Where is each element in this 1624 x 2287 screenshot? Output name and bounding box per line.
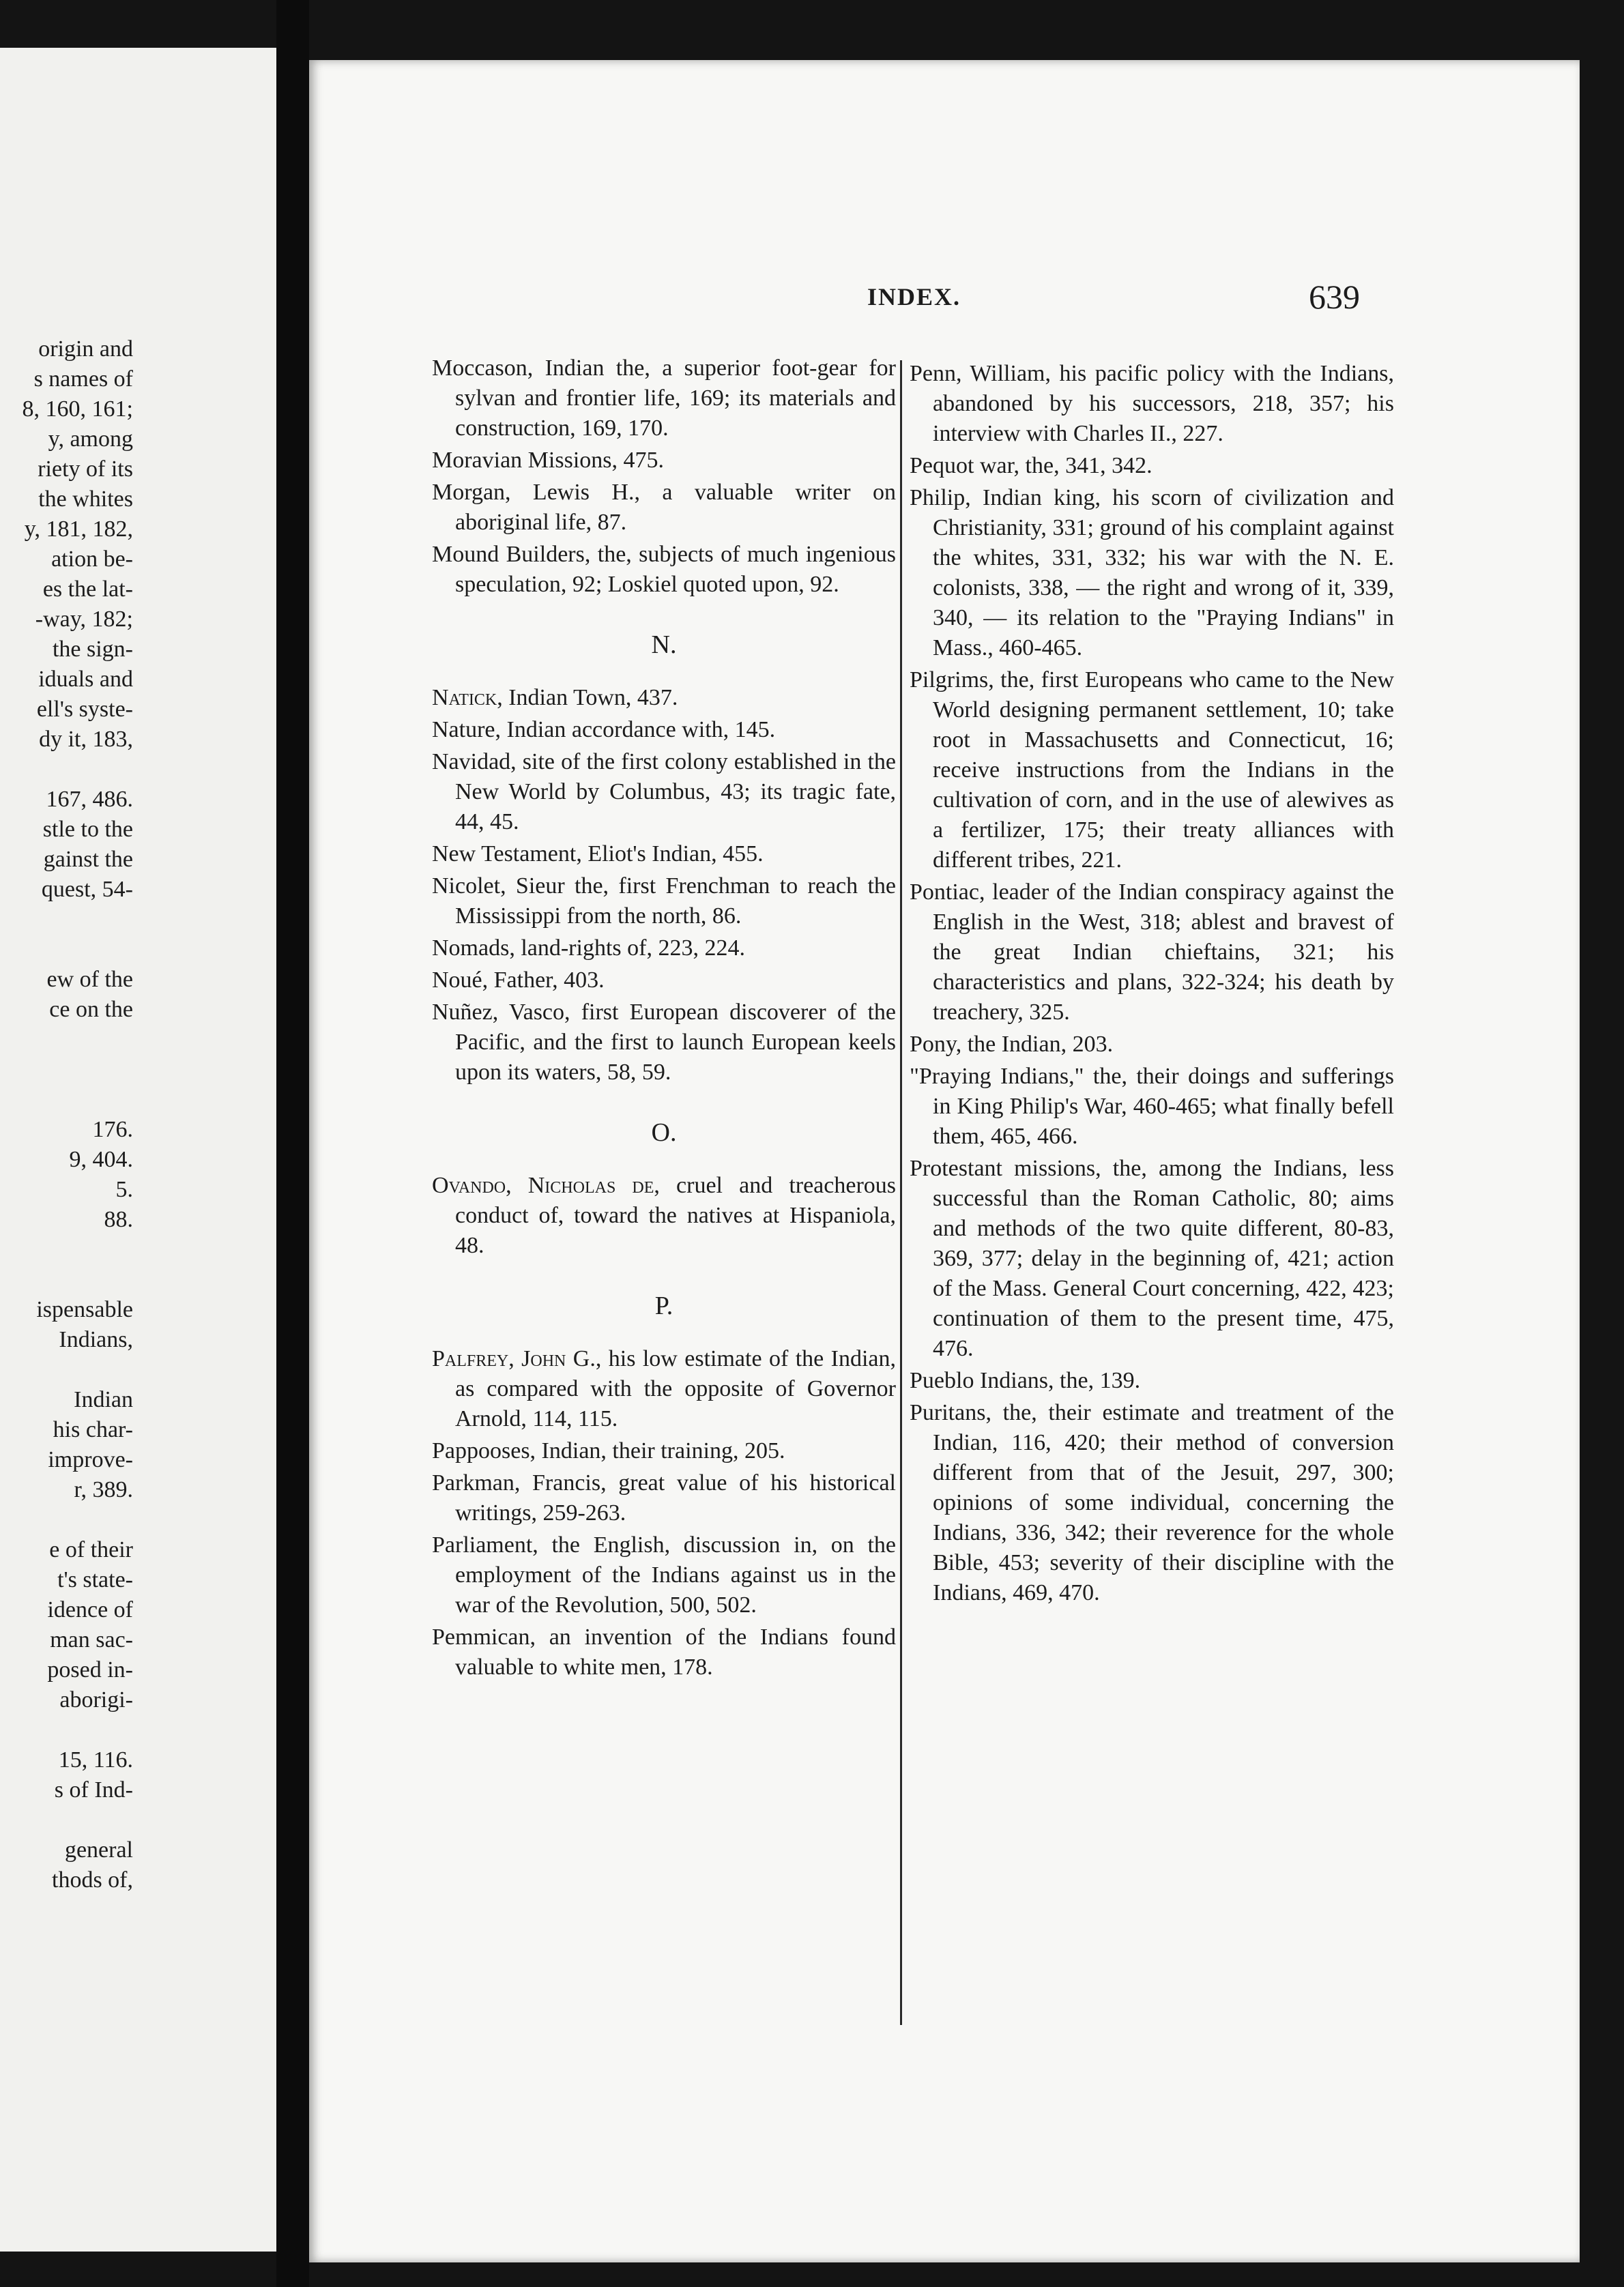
- column-rule: [900, 360, 902, 2025]
- facing-page-line: 9, 404.: [69, 1147, 133, 1172]
- index-entry: Navidad, site of the first colony established in the New World by Columbus, 43; its tragic fate, 44, 45.: [432, 749, 896, 834]
- entry-heading: Palfrey, John G.: [432, 1346, 596, 1371]
- facing-page-line: e of their: [49, 1537, 133, 1562]
- index-entry: [432, 1344, 896, 1434]
- section-letter: N.: [651, 630, 677, 659]
- index-entry: Morgan, Lewis H., a valuable writer on aboriginal life, 87.: [432, 480, 896, 535]
- index-entry: Pilgrims, the, first Europeans who came to the New World designing permanent settlement, 10; take root in Massachusetts and Connecticut, 16; receive instructions from the Indians in the cultivation of corn, and in the use of alewives as a fertilizer, 175; their treaty alliances with different tribes, 221.: [910, 667, 1394, 873]
- page-number: 639: [1309, 278, 1360, 316]
- entry-heading: Ovando, Nicholas de: [432, 1173, 654, 1198]
- index-entry: Parkman, Francis, great value of his historical writings, 259-263.: [432, 1470, 896, 1526]
- facing-page-line: general: [64, 1837, 133, 1863]
- index-entry: Penn, William, his pacific policy with the Indians, abandoned by his successors, 218, 357; his interview with Charles II., 227.: [910, 361, 1394, 446]
- index-entry: Noué, Father, 403.: [432, 967, 605, 993]
- facing-page-line: ell's syste-: [36, 697, 133, 722]
- facing-page-line: stle to the: [42, 817, 133, 842]
- facing-page-line: idence of: [47, 1597, 133, 1622]
- facing-page-line: the sign-: [52, 637, 133, 662]
- facing-page-line: s names of: [33, 366, 133, 392]
- facing-page-line: gainst the: [43, 847, 133, 872]
- index-entry: Pontiac, leader of the Indian conspiracy against the English in the West, 318; ablest and bravest of the great Indian chieftains, 321; his characteristics and plans, 322-324; his death by treachery, 325.: [910, 879, 1394, 1025]
- index-entry: Moravian Missions, 475.: [432, 448, 664, 473]
- facing-page-line: -way, 182;: [35, 607, 133, 632]
- facing-page-line: his char-: [53, 1417, 133, 1442]
- index-entry: Moccason, Indian the, a superior foot-gear for sylvan and frontier life, 169; its materials and construction, 169, 170.: [432, 355, 896, 441]
- index-entry: Nomads, land-rights of, 223, 224.: [432, 935, 745, 961]
- facing-page-line: quest, 54-: [41, 877, 133, 902]
- index-entry: Mound Builders, the, subjects of much ingenious speculation, 92; Loskiel quoted upon, 92.: [432, 542, 896, 597]
- index-entry: Nicolet, Sieur the, first Frenchman to reach the Mississippi from the north, 86.: [432, 873, 896, 929]
- section-letter: O.: [651, 1118, 677, 1147]
- index-column-right: [910, 359, 1394, 1610]
- facing-page: [0, 48, 276, 2252]
- index-page: [309, 60, 1580, 2262]
- index-entry: Protestant missions, the, among the Indians, less successful than the Roman Catholic, 80; aims and methods of the two quite different, 80-83, 369, 377; delay in the beginning of, 421; action of the Mass. General Court concerning, 422, 423; continuation of them to the present time, 475, 476.: [910, 1156, 1394, 1361]
- facing-page-line: improve-: [48, 1447, 133, 1472]
- index-entry: Parliament, the English, discussion in, on the employment of the Indians against us in the war of the Revolution, 500, 502.: [432, 1532, 896, 1618]
- index-entry: Nuñez, Vasco, first European discoverer of the Pacific, and the first to launch European keels upon its waters, 58, 59.: [432, 1000, 896, 1085]
- section-letter: P.: [654, 1292, 673, 1320]
- facing-page-line: y, among: [48, 426, 133, 452]
- facing-page-line: 15, 116.: [58, 1747, 133, 1773]
- facing-page-line: aborigi-: [59, 1687, 133, 1713]
- index-entry: Pemmican, an invention of the Indians found valuable to white men, 178.: [432, 1625, 896, 1680]
- facing-page-line: r, 389.: [74, 1477, 133, 1502]
- facing-page-line: riety of its: [38, 456, 133, 482]
- facing-page-line: 167, 486.: [46, 787, 133, 812]
- facing-page-line: ce on the: [49, 997, 133, 1022]
- facing-page-line: 88.: [104, 1207, 133, 1232]
- entry-text: , Indian Town, 437.: [497, 685, 678, 710]
- facing-page-line: 176.: [92, 1117, 133, 1142]
- facing-page-line: iduals and: [38, 667, 133, 692]
- running-head: INDEX.: [867, 283, 961, 310]
- facing-page-line: s of Ind-: [54, 1777, 133, 1803]
- index-entry: Nature, Indian accordance with, 145.: [432, 717, 776, 742]
- facing-page-line: man sac-: [50, 1627, 133, 1652]
- facing-page-line: 5.: [115, 1177, 133, 1202]
- facing-page-line: y, 181, 182,: [24, 516, 133, 542]
- facing-page-line: Indians,: [59, 1327, 133, 1352]
- facing-page-line: ation be-: [51, 547, 133, 572]
- index-column-left: [432, 353, 896, 1685]
- index-entry: "Praying Indians," the, their doings and sufferings in King Philip's War, 460-465; what finally befell them, 465, 466.: [910, 1064, 1394, 1149]
- facing-page-line: origin and: [38, 336, 133, 362]
- entry-text: , cruel and treacherous conduct of, toward the natives at Hispaniola, 48.: [455, 1173, 897, 1258]
- index-entry: Pueblo Indians, the, 139.: [910, 1368, 1141, 1393]
- index-entry: Pappooses, Indian, their training, 205.: [432, 1438, 785, 1463]
- index-entry: [432, 683, 896, 713]
- index-entry: [432, 1171, 896, 1261]
- facing-page-line: the whites: [38, 486, 133, 512]
- facing-page-line: t's state-: [57, 1567, 133, 1592]
- index-entry: Pequot war, the, 341, 342.: [910, 453, 1152, 478]
- facing-page-line: ispensable: [36, 1297, 133, 1322]
- index-entry: Philip, Indian king, his scorn of civilization and Christianity, 331; ground of his complaint against the whites, 331, 332; his war with the N. E. colonists, 338, — the right and wrong of it, 339, 340, — its relation to the "Praying Indians" in Mass., 460-465.: [910, 485, 1394, 660]
- index-entry: New Testament, Eliot's Indian, 455.: [432, 841, 764, 866]
- facing-page-line: es the lat-: [42, 577, 133, 602]
- entry-text: , his low estimate of the Indian, as compared with the opposite of Governor Arnold, 114, 115.: [455, 1346, 897, 1431]
- facing-page-line: dy it, 183,: [39, 727, 133, 752]
- book-gutter: [276, 0, 309, 2287]
- facing-page-line: posed in-: [47, 1657, 133, 1683]
- index-entry: Puritans, the, their estimate and treatment of the Indian, 116, 420; their method of conversion different from that of the Jesuit, 297, 300; opinions of some individual, concerning the Indians, 336, 342; their reverence for the whole Bible, 453; severity of their discipline with the Indians, 469, 470.: [910, 1400, 1394, 1605]
- entry-heading: Natick: [432, 685, 497, 710]
- facing-page-line: thods of,: [52, 1867, 133, 1893]
- facing-page-line: 8, 160, 161;: [22, 396, 133, 422]
- facing-page-line: Indian: [74, 1387, 133, 1412]
- index-entry: Pony, the Indian, 203.: [910, 1032, 1114, 1057]
- facing-page-line: ew of the: [46, 967, 133, 992]
